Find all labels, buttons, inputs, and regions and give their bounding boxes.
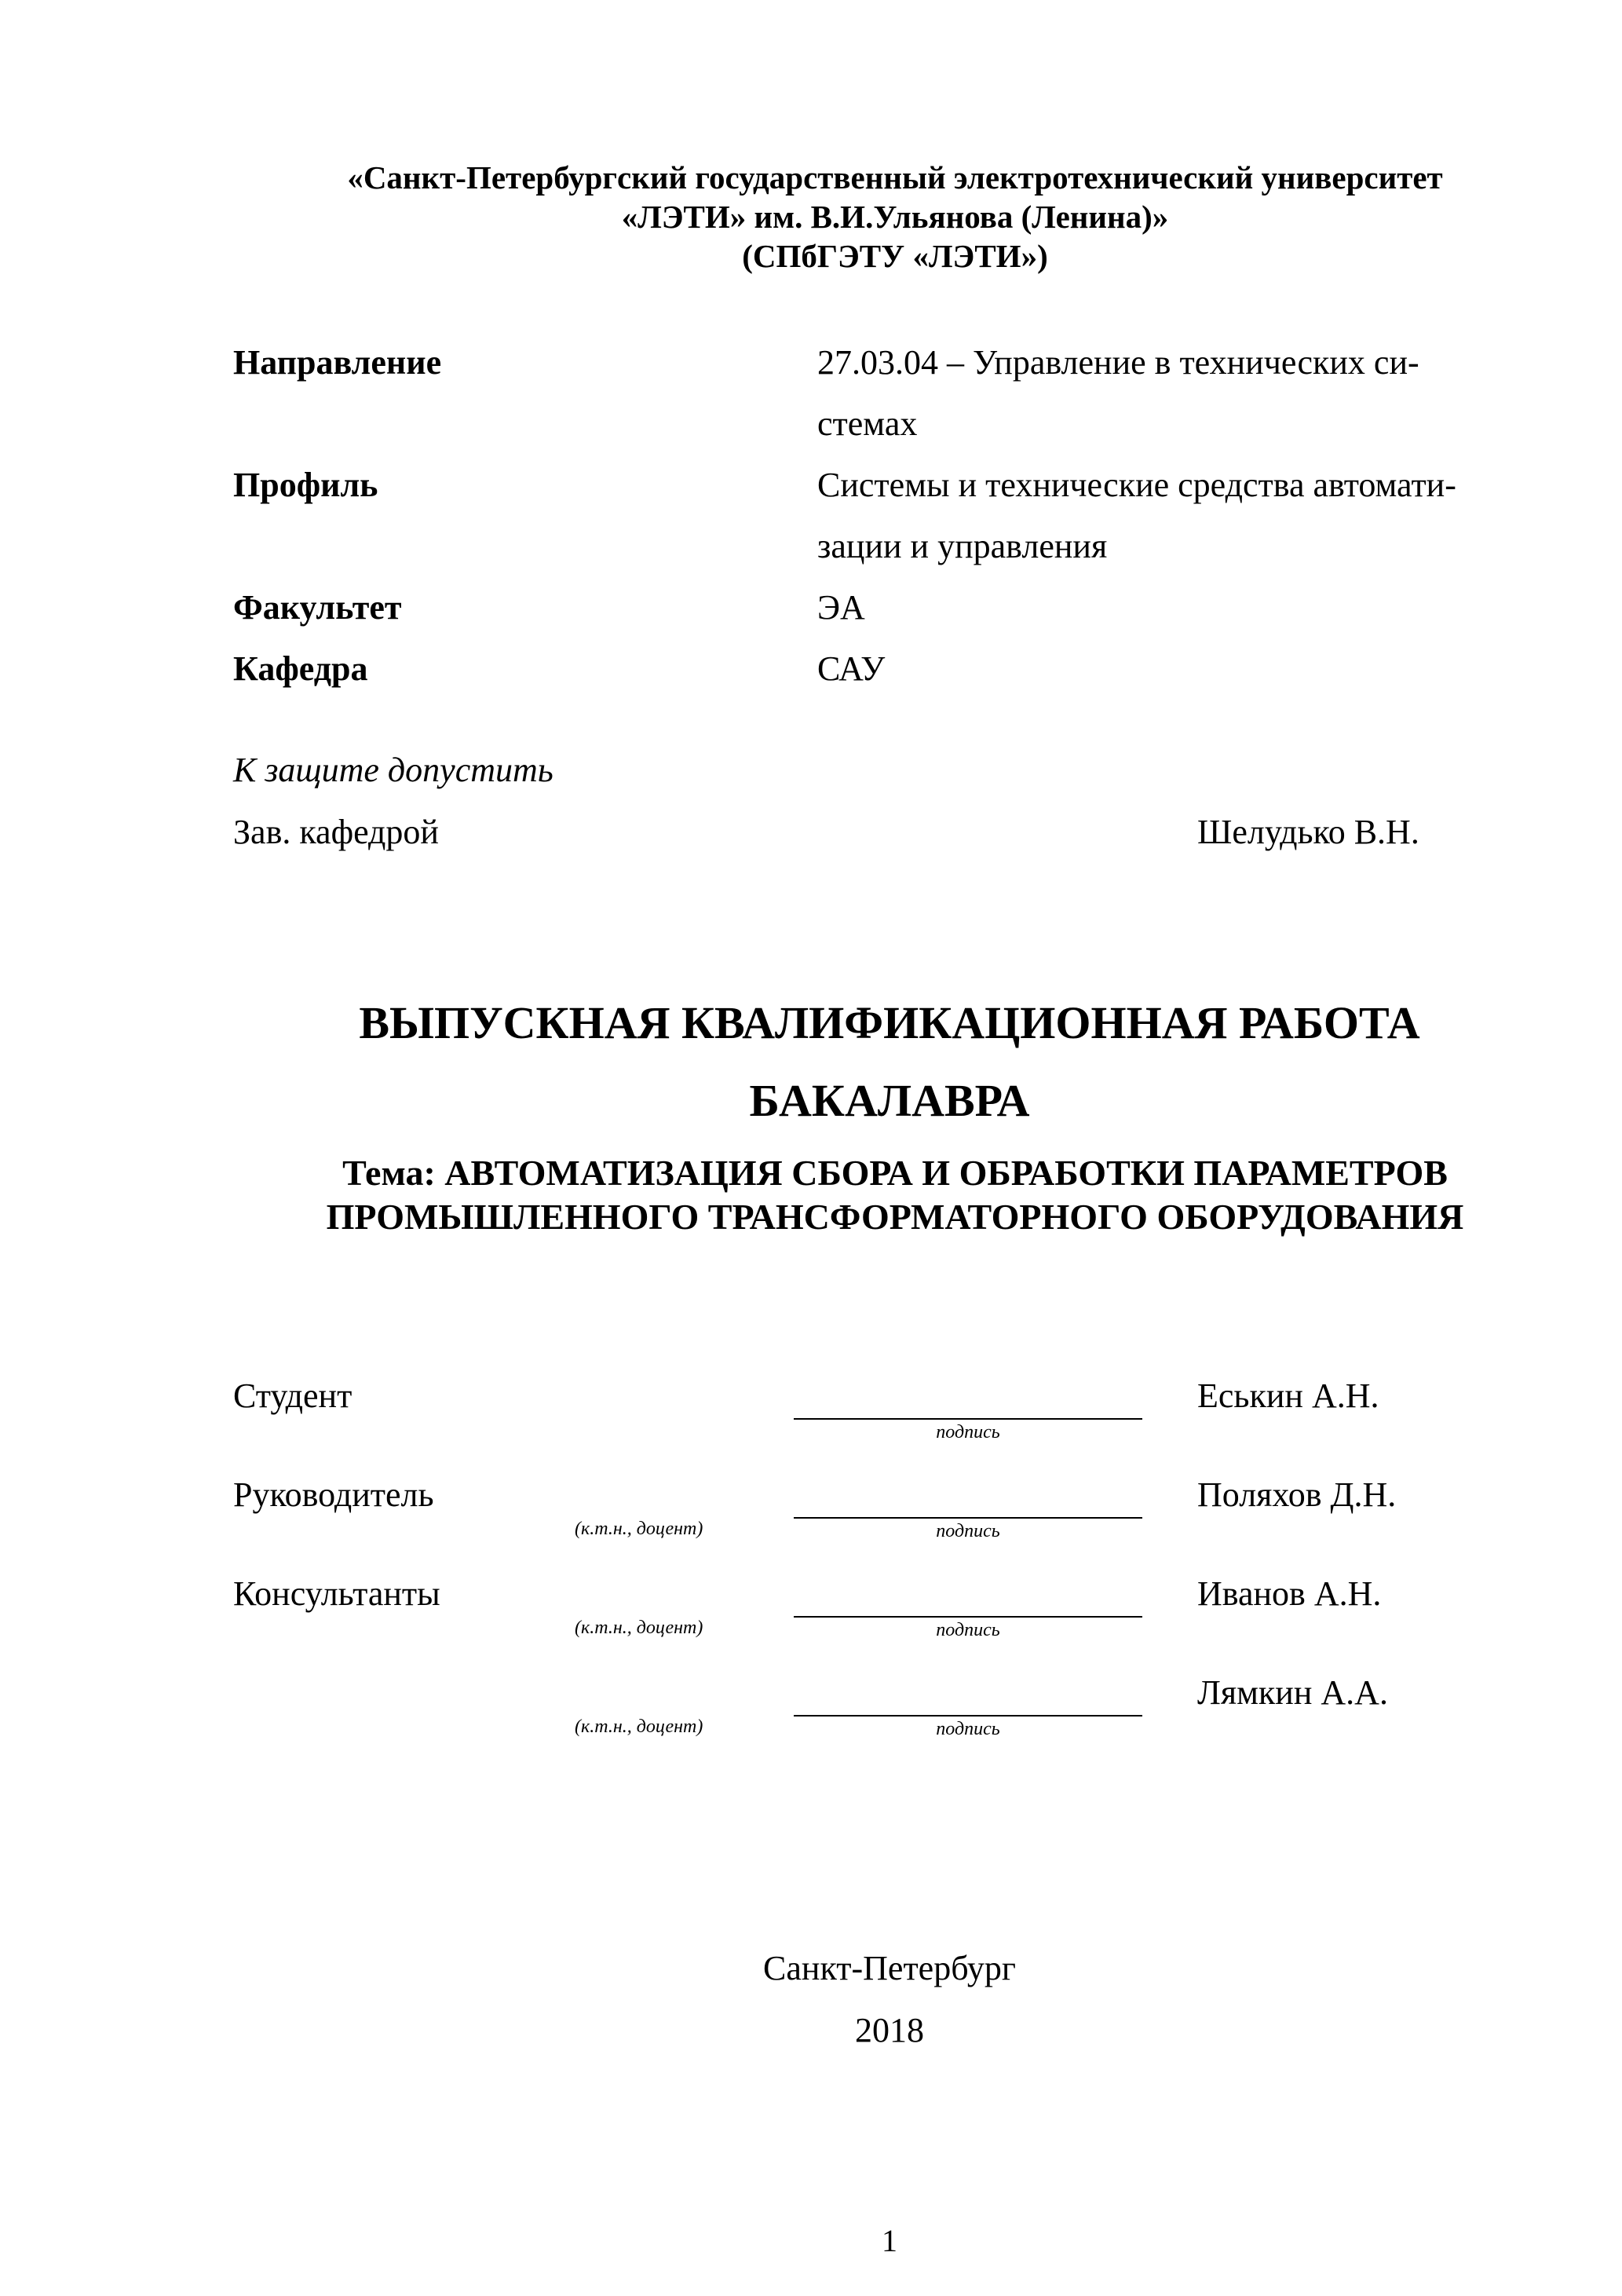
- consultant1-signature-caption: подпись: [936, 1620, 1000, 1640]
- theme-line2: ПРОМЫШЛЕННОГО ТРАНСФОРМАТОРНОГО ОБОРУДОВАНИЯ: [326, 1197, 1464, 1237]
- supervisor-role: Руководитель: [233, 1475, 434, 1514]
- faculty-value: ЭА: [817, 588, 865, 627]
- consultant1-name: Иванов А.Н.: [1197, 1574, 1382, 1613]
- consultant1-degree: (к.т.н., доцент): [575, 1618, 703, 1638]
- document-title-line1: ВЫПУСКНАЯ КВАЛИФИКАЦИОННАЯ РАБОТА: [359, 997, 1420, 1048]
- document-title-line2: БАКАЛАВРА: [749, 1075, 1030, 1126]
- consultants-role: Консультанты: [233, 1574, 440, 1613]
- student-signature-caption: подпись: [936, 1422, 1000, 1442]
- consultant2-degree: (к.т.н., доцент): [575, 1717, 703, 1737]
- profile-label: Профиль: [233, 466, 378, 504]
- head-of-department-label: Зав. кафедрой: [233, 813, 439, 851]
- page-number: 1: [882, 2223, 897, 2258]
- supervisor-signature-line: [794, 1517, 1142, 1519]
- city: Санкт-Петербург: [763, 1949, 1016, 1987]
- student-name: Еськин А.Н.: [1197, 1377, 1379, 1415]
- student-signature-line: [794, 1418, 1142, 1420]
- profile-value-line2: зации и управления: [817, 527, 1108, 565]
- direction-value-line1: 27.03.04 – Управление в технических си-: [817, 343, 1419, 382]
- consultant2-signature-line: [794, 1715, 1142, 1717]
- direction-value-line2: стемах: [817, 404, 918, 443]
- direction-label: Направление: [233, 343, 442, 382]
- university-name-line1: «Санкт-Петербургский государственный электротехнический университет: [347, 159, 1443, 196]
- supervisor-name: Поляхов Д.Н.: [1197, 1475, 1397, 1514]
- consultant2-name: Лямкин А.А.: [1197, 1673, 1388, 1712]
- profile-value-line1: Системы и технические средства автомати-: [817, 466, 1456, 504]
- admission-text: К защите допустить: [233, 751, 553, 789]
- university-abbreviation: (СПбГЭТУ «ЛЭТИ»): [742, 238, 1048, 274]
- supervisor-degree: (к.т.н., доцент): [575, 1519, 703, 1539]
- theme-line1: Тема: АВТОМАТИЗАЦИЯ СБОРА И ОБРАБОТКИ ПАРАМЕТРОВ: [342, 1153, 1448, 1193]
- faculty-label: Факультет: [233, 588, 402, 627]
- head-of-department-name: Шелудько В.Н.: [1197, 813, 1419, 851]
- university-name-line2: «ЛЭТИ» им. В.И.Ульянова (Ленина)»: [621, 199, 1169, 235]
- department-value: САУ: [817, 649, 886, 688]
- consultant2-signature-caption: подпись: [936, 1719, 1000, 1739]
- consultant1-signature-line: [794, 1616, 1142, 1618]
- supervisor-signature-caption: подпись: [936, 1521, 1000, 1541]
- student-role: Студент: [233, 1377, 353, 1415]
- year: 2018: [855, 2011, 924, 2049]
- department-label: Кафедра: [233, 649, 368, 688]
